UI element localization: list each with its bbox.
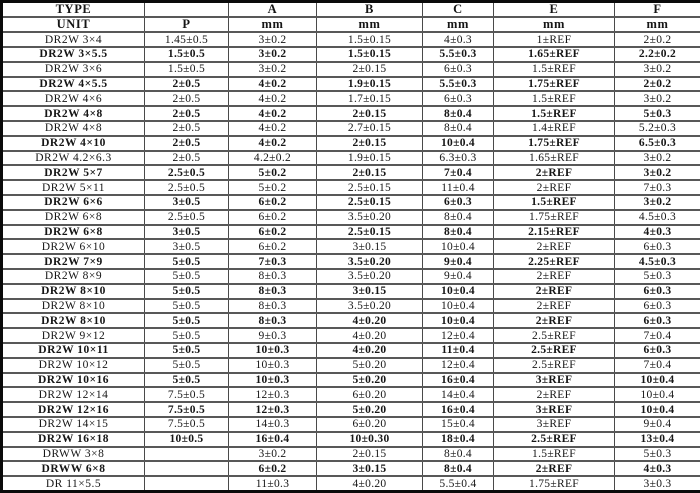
cell-type: DR2W 8×10: [2, 284, 145, 299]
cell-f: 3±0.2: [615, 195, 700, 210]
cell-c: 8±0.4: [423, 225, 494, 240]
cell-type: DR2W 4×10: [2, 136, 145, 151]
cell-p: 5±0.5: [145, 358, 229, 373]
cell-c: 5.5±0.3: [423, 77, 494, 92]
cell-a: 10±0.3: [229, 343, 317, 358]
cell-type: DR2W 9×12: [2, 328, 145, 343]
cell-a: 9±0.3: [229, 328, 317, 343]
header-row-unit: [2, 17, 700, 32]
cell-b: 6±0.20: [317, 387, 423, 402]
table-row: [2, 62, 700, 77]
cell-b: 2±0.15: [317, 106, 423, 121]
cell-b: 3.5±0.20: [317, 269, 423, 284]
cell-e: 2±REF: [494, 239, 615, 254]
cell-c: 9±0.4: [423, 254, 494, 269]
cell-c: 9±0.4: [423, 269, 494, 284]
cell-b: 4±0.20: [317, 313, 423, 328]
spec-table-body: [2, 32, 700, 491]
cell-a: 12±0.3: [229, 402, 317, 417]
cell-type: DR2W 16×18: [2, 432, 145, 447]
cell-a: 8±0.3: [229, 269, 317, 284]
cell-e: 1.4±REF: [494, 121, 615, 136]
cell-c: 16±0.4: [423, 373, 494, 388]
cell-p: 5±0.5: [145, 313, 229, 328]
cell-p: [145, 476, 229, 491]
cell-e: 3±REF: [494, 402, 615, 417]
cell-type: DR2W 6×6: [2, 195, 145, 210]
table-row: [2, 225, 700, 240]
cell-a: 4±0.2: [229, 91, 317, 106]
cell-p: 5±0.5: [145, 328, 229, 343]
cell-b: 4±0.20: [317, 343, 423, 358]
cell-type: DR2W 6×8: [2, 210, 145, 225]
table-row: [2, 373, 700, 388]
cell-a: 3±0.2: [229, 62, 317, 77]
cell-a: 3±0.2: [229, 32, 317, 47]
table-row: [2, 461, 700, 476]
cell-f: 4.5±0.3: [615, 210, 700, 225]
cell-a: 11±0.3: [229, 476, 317, 491]
cell-p: 5±0.5: [145, 254, 229, 269]
cell-b: 2.7±0.15: [317, 121, 423, 136]
cell-e: 2.5±REF: [494, 432, 615, 447]
cell-e: 2.5±REF: [494, 328, 615, 343]
cell-c: 6.3±0.3: [423, 151, 494, 166]
cell-type: DR 11×5.5: [2, 476, 145, 491]
cell-a: 6±0.2: [229, 210, 317, 225]
cell-a: 4±0.2: [229, 136, 317, 151]
header-c: C: [423, 2, 494, 18]
unit-b: mm: [317, 17, 423, 32]
cell-c: 8±0.4: [423, 461, 494, 476]
cell-c: 18±0.4: [423, 432, 494, 447]
cell-f: 7±0.4: [615, 328, 700, 343]
cell-p: 5±0.5: [145, 299, 229, 314]
cell-a: 10±0.3: [229, 358, 317, 373]
cell-type: DR2W 6×8: [2, 225, 145, 240]
cell-e: 2.5±REF: [494, 358, 615, 373]
cell-f: 6±0.3: [615, 313, 700, 328]
cell-e: 1.5±REF: [494, 106, 615, 121]
cell-p: 3±0.5: [145, 225, 229, 240]
cell-a: 4±0.2: [229, 121, 317, 136]
header-unit: UNIT: [2, 17, 145, 32]
cell-type: DR2W 7×9: [2, 254, 145, 269]
cell-type: DR2W 4×8: [2, 106, 145, 121]
cell-p: 5±0.5: [145, 373, 229, 388]
cell-e: 2±REF: [494, 165, 615, 180]
header-p: P: [145, 17, 229, 32]
cell-type: DR2W 8×10: [2, 299, 145, 314]
cell-f: 10±0.4: [615, 387, 700, 402]
cell-c: 15±0.4: [423, 417, 494, 432]
cell-f: 2±0.2: [615, 32, 700, 47]
cell-e: 2±REF: [494, 313, 615, 328]
cell-b: 2±0.15: [317, 62, 423, 77]
cell-p: 10±0.5: [145, 432, 229, 447]
cell-b: 3±0.15: [317, 239, 423, 254]
cell-e: 1.75±REF: [494, 136, 615, 151]
table-row: [2, 447, 700, 462]
cell-c: 6±0.3: [423, 62, 494, 77]
cell-e: 1.65±REF: [494, 47, 615, 62]
cell-a: 16±0.4: [229, 432, 317, 447]
cell-c: 10±0.4: [423, 239, 494, 254]
cell-f: 6±0.3: [615, 284, 700, 299]
cell-p: 2±0.5: [145, 121, 229, 136]
cell-f: 2.2±0.2: [615, 47, 700, 62]
cell-b: 5±0.20: [317, 402, 423, 417]
cell-f: 10±0.4: [615, 373, 700, 388]
table-row: [2, 299, 700, 314]
cell-f: 3±0.2: [615, 62, 700, 77]
table-row: [2, 210, 700, 225]
table-row: [2, 121, 700, 136]
cell-b: 3±0.15: [317, 461, 423, 476]
cell-p: 5±0.5: [145, 343, 229, 358]
cell-e: 2.15±REF: [494, 225, 615, 240]
cell-type: DR2W 3×4: [2, 32, 145, 47]
cell-c: 12±0.4: [423, 328, 494, 343]
table-row: [2, 313, 700, 328]
cell-f: 6±0.3: [615, 239, 700, 254]
cell-f: 4±0.3: [615, 461, 700, 476]
cell-b: 3.5±0.20: [317, 299, 423, 314]
cell-c: 8±0.4: [423, 106, 494, 121]
cell-type: DR2W 3×5.5: [2, 47, 145, 62]
cell-c: 14±0.4: [423, 387, 494, 402]
table-row: [2, 32, 700, 47]
cell-type: DR2W 14×15: [2, 417, 145, 432]
cell-a: 5±0.2: [229, 165, 317, 180]
cell-c: 11±0.4: [423, 180, 494, 195]
cell-e: 2±REF: [494, 387, 615, 402]
cell-e: 1.75±REF: [494, 77, 615, 92]
table-row: [2, 254, 700, 269]
cell-p: 7.5±0.5: [145, 387, 229, 402]
cell-b: 2.5±0.15: [317, 180, 423, 195]
header-blank: [145, 2, 229, 18]
cell-c: 5.5±0.3: [423, 47, 494, 62]
table-row: [2, 91, 700, 106]
cell-a: 12±0.3: [229, 387, 317, 402]
cell-e: 1.5±REF: [494, 195, 615, 210]
table-row: [2, 47, 700, 62]
cell-p: 5±0.5: [145, 284, 229, 299]
cell-p: 7.5±0.5: [145, 417, 229, 432]
cell-type: DR2W 10×16: [2, 373, 145, 388]
cell-e: 2±REF: [494, 284, 615, 299]
cell-type: DR2W 4×5.5: [2, 77, 145, 92]
cell-f: 4.5±0.3: [615, 254, 700, 269]
cell-c: 12±0.4: [423, 358, 494, 373]
cell-a: 4±0.2: [229, 77, 317, 92]
table-row: [2, 358, 700, 373]
cell-f: 4±0.3: [615, 225, 700, 240]
cell-f: 3±0.3: [615, 476, 700, 491]
cell-f: 3±0.2: [615, 165, 700, 180]
spec-table-head: [2, 2, 700, 33]
cell-f: 3±0.2: [615, 151, 700, 166]
cell-type: DR2W 10×12: [2, 358, 145, 373]
cell-c: 4±0.3: [423, 32, 494, 47]
cell-a: 8±0.3: [229, 284, 317, 299]
table-row: [2, 106, 700, 121]
header-type: TYPE: [2, 2, 145, 18]
table-row: [2, 432, 700, 447]
cell-f: 10±0.4: [615, 402, 700, 417]
cell-c: 6±0.3: [423, 195, 494, 210]
cell-type: DR2W 12×14: [2, 387, 145, 402]
table-row: [2, 402, 700, 417]
cell-type: DRWW 6×8: [2, 461, 145, 476]
unit-e: mm: [494, 17, 615, 32]
cell-a: 8±0.3: [229, 299, 317, 314]
unit-f: mm: [615, 17, 700, 32]
cell-f: 2±0.2: [615, 77, 700, 92]
table-row: [2, 284, 700, 299]
cell-e: 1±REF: [494, 32, 615, 47]
cell-type: DR2W 8×9: [2, 269, 145, 284]
cell-e: 2±REF: [494, 180, 615, 195]
header-e: E: [494, 2, 615, 18]
cell-f: 6±0.3: [615, 343, 700, 358]
cell-e: 2±REF: [494, 299, 615, 314]
table-row: [2, 151, 700, 166]
cell-e: 2±REF: [494, 269, 615, 284]
cell-type: DR2W 10×11: [2, 343, 145, 358]
cell-p: [145, 447, 229, 462]
cell-e: 1.5±REF: [494, 91, 615, 106]
table-row: [2, 77, 700, 92]
cell-b: 2±0.15: [317, 165, 423, 180]
cell-a: 8±0.3: [229, 313, 317, 328]
cell-c: 8±0.4: [423, 121, 494, 136]
cell-a: 4.2±0.2: [229, 151, 317, 166]
cell-f: 13±0.4: [615, 432, 700, 447]
cell-type: DR2W 3×6: [2, 62, 145, 77]
cell-c: 6±0.3: [423, 91, 494, 106]
cell-p: 2±0.5: [145, 151, 229, 166]
cell-e: 1.75±REF: [494, 476, 615, 491]
cell-a: 10±0.3: [229, 373, 317, 388]
cell-p: 1.45±0.5: [145, 32, 229, 47]
table-row: [2, 476, 700, 491]
header-a: A: [229, 2, 317, 18]
cell-p: 2.5±0.5: [145, 165, 229, 180]
cell-p: 7.5±0.5: [145, 402, 229, 417]
cell-a: 6±0.2: [229, 195, 317, 210]
cell-b: 5±0.20: [317, 358, 423, 373]
cell-b: 3.5±0.20: [317, 210, 423, 225]
cell-type: DR2W 4×8: [2, 121, 145, 136]
cell-b: 1.7±0.15: [317, 91, 423, 106]
cell-c: 11±0.4: [423, 343, 494, 358]
cell-c: 16±0.4: [423, 402, 494, 417]
cell-f: 5±0.3: [615, 447, 700, 462]
cell-a: 6±0.2: [229, 239, 317, 254]
table-row: [2, 165, 700, 180]
unit-c: mm: [423, 17, 494, 32]
cell-type: DR2W 6×10: [2, 239, 145, 254]
cell-a: 7±0.3: [229, 254, 317, 269]
cell-a: 3±0.2: [229, 47, 317, 62]
table-row: [2, 180, 700, 195]
cell-p: 2±0.5: [145, 106, 229, 121]
cell-b: 2±0.15: [317, 447, 423, 462]
cell-b: 2±0.15: [317, 136, 423, 151]
cell-c: 10±0.4: [423, 284, 494, 299]
table-row: [2, 328, 700, 343]
cell-a: 5±0.2: [229, 180, 317, 195]
cell-p: 1.5±0.5: [145, 47, 229, 62]
cell-type: DR2W 8×10: [2, 313, 145, 328]
cell-b: 3±0.15: [317, 284, 423, 299]
cell-f: 3±0.2: [615, 91, 700, 106]
cell-p: 1.5±0.5: [145, 62, 229, 77]
cell-c: 7±0.4: [423, 165, 494, 180]
cell-type: DR2W 5×11: [2, 180, 145, 195]
cell-type: DRWW 3×8: [2, 447, 145, 462]
cell-e: 3±REF: [494, 373, 615, 388]
cell-b: 5±0.20: [317, 373, 423, 388]
cell-e: 3±REF: [494, 417, 615, 432]
cell-type: DR2W 12×16: [2, 402, 145, 417]
cell-a: 3±0.2: [229, 447, 317, 462]
table-row: [2, 387, 700, 402]
cell-f: 7±0.3: [615, 180, 700, 195]
cell-b: 10±0.30: [317, 432, 423, 447]
cell-a: 6±0.2: [229, 225, 317, 240]
cell-e: 2.25±REF: [494, 254, 615, 269]
cell-a: 4±0.2: [229, 106, 317, 121]
cell-b: 4±0.20: [317, 328, 423, 343]
cell-b: 2.5±0.15: [317, 225, 423, 240]
cell-f: 5±0.3: [615, 269, 700, 284]
cell-c: 5.5±0.4: [423, 476, 494, 491]
cell-type: DR2W 5×7: [2, 165, 145, 180]
header-row-type: [2, 2, 700, 18]
cell-b: 1.9±0.15: [317, 151, 423, 166]
cell-p: 2±0.5: [145, 136, 229, 151]
cell-p: 3±0.5: [145, 195, 229, 210]
table-row: [2, 417, 700, 432]
cell-b: 6±0.20: [317, 417, 423, 432]
cell-c: 10±0.4: [423, 299, 494, 314]
cell-b: 1.9±0.15: [317, 77, 423, 92]
cell-p: 2±0.5: [145, 77, 229, 92]
cell-b: 4±0.20: [317, 476, 423, 491]
cell-f: 6.5±0.3: [615, 136, 700, 151]
cell-e: 1.65±REF: [494, 151, 615, 166]
cell-e: 1.5±REF: [494, 62, 615, 77]
table-row: [2, 136, 700, 151]
cell-b: 3.5±0.20: [317, 254, 423, 269]
cell-c: 10±0.4: [423, 313, 494, 328]
cell-a: 14±0.3: [229, 417, 317, 432]
cell-p: 5±0.5: [145, 269, 229, 284]
table-row: [2, 269, 700, 284]
cell-e: 1.5±REF: [494, 447, 615, 462]
cell-f: 7±0.4: [615, 358, 700, 373]
cell-p: 2.5±0.5: [145, 210, 229, 225]
unit-a: mm: [229, 17, 317, 32]
cell-b: 2.5±0.15: [317, 195, 423, 210]
cell-type: DR2W 4.2×6.3: [2, 151, 145, 166]
cell-c: 10±0.4: [423, 136, 494, 151]
cell-a: 6±0.2: [229, 461, 317, 476]
table-row: [2, 239, 700, 254]
table-row: [2, 195, 700, 210]
cell-f: 5±0.3: [615, 106, 700, 121]
cell-type: DR2W 4×6: [2, 91, 145, 106]
cell-p: [145, 461, 229, 476]
cell-f: 5.2±0.3: [615, 121, 700, 136]
cell-e: 2.5±REF: [494, 343, 615, 358]
cell-p: 3±0.5: [145, 239, 229, 254]
header-b: B: [317, 2, 423, 18]
cell-f: 9±0.4: [615, 417, 700, 432]
cell-e: 2±REF: [494, 461, 615, 476]
cell-f: 6±0.3: [615, 299, 700, 314]
cell-c: 8±0.4: [423, 210, 494, 225]
cell-c: 8±0.4: [423, 447, 494, 462]
cell-b: 1.5±0.15: [317, 47, 423, 62]
table-row: [2, 343, 700, 358]
cell-p: 2.5±0.5: [145, 180, 229, 195]
cell-p: 2±0.5: [145, 91, 229, 106]
cell-b: 1.5±0.15: [317, 32, 423, 47]
header-f: F: [615, 2, 700, 18]
cell-e: 1.75±REF: [494, 210, 615, 225]
